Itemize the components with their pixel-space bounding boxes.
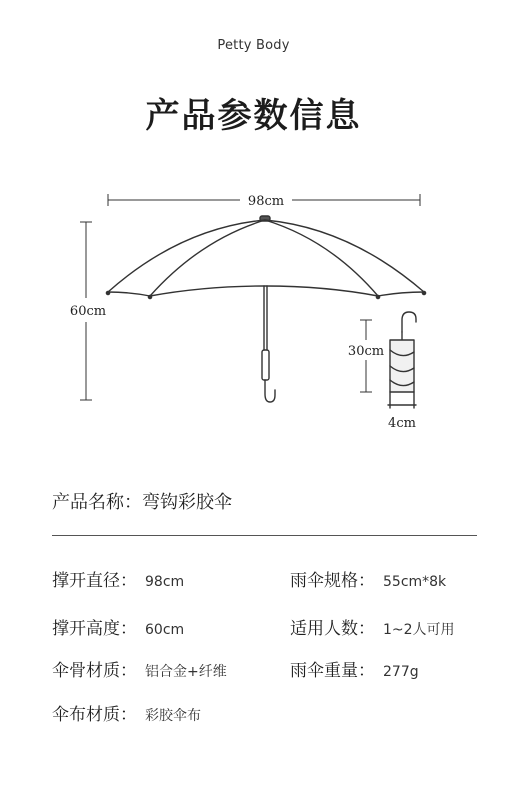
width-label: 98cm [247, 194, 285, 209]
spec-umbrella-size [290, 566, 446, 591]
folded-length-label: 30cm [347, 344, 385, 359]
open-umbrella-icon [106, 216, 425, 402]
divider [52, 535, 477, 536]
spec-value: 60cm [145, 622, 185, 638]
spec-capacity [290, 614, 455, 639]
page-title: 产品参数信息 [145, 96, 362, 136]
spec-value: 55cm*8k [383, 574, 447, 590]
product-name-row [52, 488, 232, 514]
spec-label: 伞布材质： [52, 705, 137, 725]
umbrella-diagram [0, 180, 507, 440]
spec-label: 撑开高度： [52, 619, 137, 639]
spec-open-height [52, 614, 184, 639]
spec-label: 适用人数： [290, 619, 375, 639]
spec-label: 雨伞重量： [290, 661, 375, 681]
spec-value: 277g [383, 664, 419, 680]
spec-value: 铝合金+纤维 [145, 664, 227, 680]
spec-open-diameter [52, 566, 184, 591]
spec-value: 彩胶伞布 [145, 708, 201, 724]
spec-value: 98cm [145, 574, 185, 590]
spec-frame-material [52, 656, 227, 681]
folded-umbrella-icon [388, 312, 416, 408]
spec-value: 1~2人可用 [383, 622, 455, 638]
spec-canopy-material [52, 700, 201, 725]
product-name-value: 弯钩彩胶伞 [142, 492, 232, 513]
spec-label: 雨伞规格： [290, 571, 375, 591]
spec-weight [290, 656, 419, 681]
product-name-label: 产品名称： [52, 492, 142, 513]
spec-label: 撑开直径： [52, 571, 137, 591]
folded-width-label: 4cm [388, 416, 416, 431]
brand-name: Petty Body [217, 38, 290, 53]
height-label: 60cm [69, 304, 107, 319]
spec-label: 伞骨材质： [52, 661, 137, 681]
